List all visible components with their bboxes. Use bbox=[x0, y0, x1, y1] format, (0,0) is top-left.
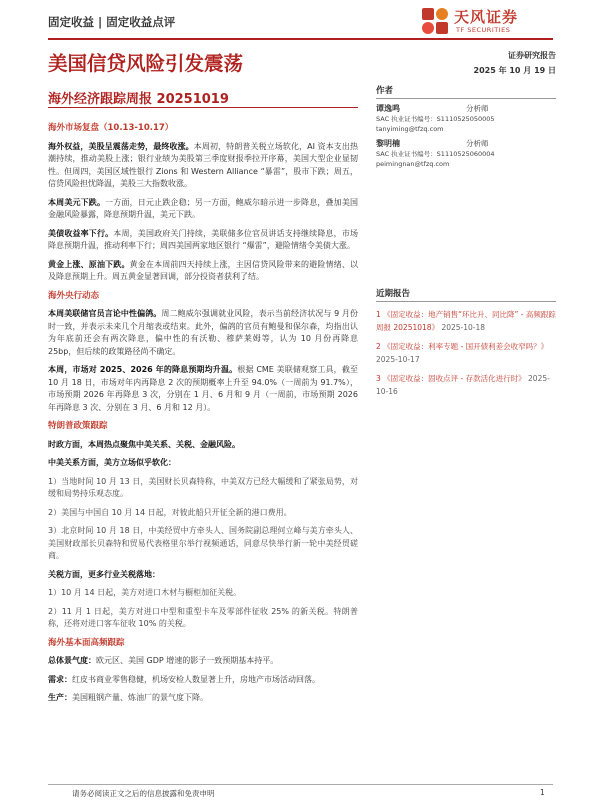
paragraph bbox=[48, 692, 358, 705]
paragraph-lead: 生产： bbox=[48, 693, 72, 702]
paragraph-lead: 总体景气度： bbox=[48, 656, 96, 665]
main-content bbox=[48, 116, 358, 711]
paragraph-lead: 本周，市场对 2025、2026 年的降息预期均升温。 bbox=[48, 365, 238, 374]
report-date: 2025 年 10 月 19 日 bbox=[473, 66, 556, 75]
recent-report-title[interactable]: 2 《固定收益：利率专题 - 国开债利差会收窄吗？》 bbox=[376, 342, 549, 351]
paragraph-lead: 黄金上涨、原油下跌。 bbox=[48, 259, 130, 269]
recent-report-title[interactable]: 3 《固定收益：固收点评 - 存款活化进行时》 bbox=[376, 374, 526, 383]
report-title: 美国信贷风险引发震荡 bbox=[48, 52, 244, 75]
paragraph bbox=[48, 197, 358, 222]
paragraph bbox=[48, 259, 358, 284]
footer-disclaimer: 请务必阅读正文之后的信息披露和免责申明 bbox=[72, 789, 215, 798]
header-rule bbox=[48, 38, 553, 40]
paragraph-lead: 本周美元下跌。 bbox=[48, 197, 106, 207]
report-type: 证券研究报告 bbox=[508, 51, 556, 60]
paragraph-body: 根据 CME 美联储观察工具，截至 10 月 18 日，市场对年内再降息 2 次的预期概率上升至 94.0%（一周前为 91.7%），市场预期 2026 年再降息 3 次，分别在 1 月、6 月和 9 月（一周前，市场预期 2026 年再降息 3 次、分别在 3 月、6 月和 12 月）。 bbox=[48, 365, 358, 412]
section-heading: 特朗普政策跟踪 bbox=[48, 421, 108, 431]
subtitle-rule bbox=[48, 107, 358, 108]
recent-report-title[interactable]: 1 《固定收益：地产销售“环比升、同比降” - 高频跟踪周报 20251018》 bbox=[376, 310, 556, 332]
author-license: SAC 执业证书编号：S1110525060004 bbox=[376, 150, 495, 158]
recent-report-item[interactable] bbox=[376, 308, 556, 334]
paragraph bbox=[48, 674, 358, 687]
paragraph-body: 周二鲍威尔强调就业风险，表示当前经济状况与 9 月份时一致，并表示未来几个月缩表或结束。此外，偏鸽的官员有鲍曼和保尔森，均指出认为年底前还会有两次降息，偏中性的有沃勒、穆萨莱姆等，认为 10 月份再降息 25bp，但后续的政策路径尚不确定。 bbox=[48, 309, 358, 356]
author-name: 黎明楠 bbox=[376, 139, 400, 148]
paragraph-body: 黄金在本周前四天持续上涨，主因信贷风险带来的避险情绪、以及降息预期上升。周五黄金显著回调，部分投资者获利了结。 bbox=[48, 259, 359, 281]
page-number: 1 bbox=[540, 788, 545, 797]
report-category: 固定收益 | 固定收益点评 bbox=[48, 15, 176, 29]
author-license: SAC 执业证书编号：S1110525050005 bbox=[376, 115, 495, 123]
recent-report-item[interactable] bbox=[376, 340, 556, 366]
authors-heading: 作者 bbox=[376, 84, 556, 99]
paragraph bbox=[48, 655, 358, 668]
recent-report-date: 2025-10-17 bbox=[376, 355, 420, 364]
author-role: 分析师 bbox=[466, 139, 489, 148]
paragraph-lead: 本周美联储官员言论中性偏鸽。 bbox=[48, 309, 162, 318]
list-item: 2）11 月 1 日起，美方对进口中型和重型卡车及零部件征收 25% 的新关税。特朗普称，还将对进口客车征收 10% 的关税。 bbox=[48, 606, 358, 628]
sidebar bbox=[376, 44, 556, 398]
author-role: 分析师 bbox=[466, 104, 489, 113]
section-heading: 海外央行动态 bbox=[48, 290, 100, 301]
paragraph-lead: 关税方面，更多行业关税落地： bbox=[48, 569, 160, 579]
list-item: 2）美国与中国自 10 月 14 日起，对彼此船只开征全新的港口费用。 bbox=[48, 507, 292, 517]
recent-reports-heading: 近期报告 bbox=[376, 287, 556, 302]
list-item: 1）当地时间 10 月 13 日，美国财长贝森特称，中美双方已经大幅缓和了紧张局势，对缓和局势持乐观态度。 bbox=[48, 476, 358, 498]
paragraph bbox=[48, 141, 358, 191]
paragraph-body: 红皮书商业零售稳健，机场安检人数显著上升，房地产市场活动回落。 bbox=[72, 674, 320, 684]
recent-report-date: 2025-10-16 bbox=[376, 374, 550, 396]
paragraph-lead: 美债收益率下行。 bbox=[48, 228, 114, 238]
list-item: 1）10 月 14 日起，美方对进口木材与橱柜加征关税。 bbox=[48, 588, 242, 597]
paragraph-lead: 海外权益，美股呈震荡走势，最终收涨。 bbox=[48, 141, 194, 151]
author-email[interactable]: tanyiming@tfzq.com bbox=[376, 125, 444, 133]
footer-rule bbox=[48, 784, 553, 785]
paragraph-lead: 时政方面，本周热点聚焦中美关系、关税、金融风险。 bbox=[48, 439, 240, 449]
paragraph-body: 美国粗钢产量、炼油厂的景气度下降。 bbox=[72, 693, 208, 702]
recent-report-date: 2025-10-18 bbox=[441, 323, 486, 332]
paragraph-body: 本周，美国政府关门持续，美联储多位官员讲话支持继续降息，市场降息预期升温，推动利率下行；周四美国两家地区银行 “爆雷”，避险情绪令美债大涨。 bbox=[48, 228, 358, 250]
author-name: 谭逸鸣 bbox=[376, 104, 400, 113]
report-subtitle: 海外经济跟踪周报 20251019 bbox=[48, 92, 229, 107]
author-email[interactable]: peimingnan@tfzq.com bbox=[376, 160, 450, 168]
paragraph-body: 欧元区、美国 GDP 增速的影子一致预期基本持平。 bbox=[96, 656, 279, 665]
paragraph bbox=[48, 457, 358, 470]
paragraph-lead: 中美关系方面，美方立场似乎软化： bbox=[48, 458, 176, 467]
paragraph-body: 一方面，日元止跌企稳；另一方面，鲍威尔暗示进一步降息，叠加美国金融风险暴露，降息预期升温，美元下跌。 bbox=[48, 197, 359, 219]
paragraph bbox=[48, 228, 358, 253]
section-heading: 海外市场复盘（10.13-10.17） bbox=[48, 123, 174, 133]
paragraph-body: 本周初，特朗普关税立场软化，AI 资本支出热潮持续，推动美股上涨；银行业绩为美股第三季度财报季拉开序幕，美国大型企业显韧性。但周四，美国区域性银行 Zions 和 Western Alliance “暴雷”，股市下跌；周五，信贷风险担忧降温，美股三大指数收涨。 bbox=[48, 141, 359, 188]
logo-text-en: TF SECURITIES bbox=[456, 26, 511, 34]
author-entry bbox=[376, 139, 556, 169]
paragraph bbox=[48, 439, 358, 452]
section-heading: 海外基本面高频跟踪 bbox=[48, 637, 125, 648]
logo-text-cn: 天风证券 bbox=[454, 8, 519, 26]
recent-report-item[interactable] bbox=[376, 372, 556, 398]
paragraph bbox=[48, 364, 358, 414]
paragraph bbox=[48, 569, 358, 582]
logo-mark-icon bbox=[420, 6, 450, 36]
paragraph bbox=[48, 308, 358, 358]
author-entry bbox=[376, 104, 556, 134]
list-item: 3）北京时间 10 月 18 日，中美经贸中方牵头人、国务院副总理何立峰与美方牵头人、美国财政部长贝森特和贸易代表格里尔举行视频通话，同意尽快举行新一轮中美经贸磋商。 bbox=[48, 526, 358, 560]
paragraph-lead: 需求： bbox=[48, 674, 72, 684]
